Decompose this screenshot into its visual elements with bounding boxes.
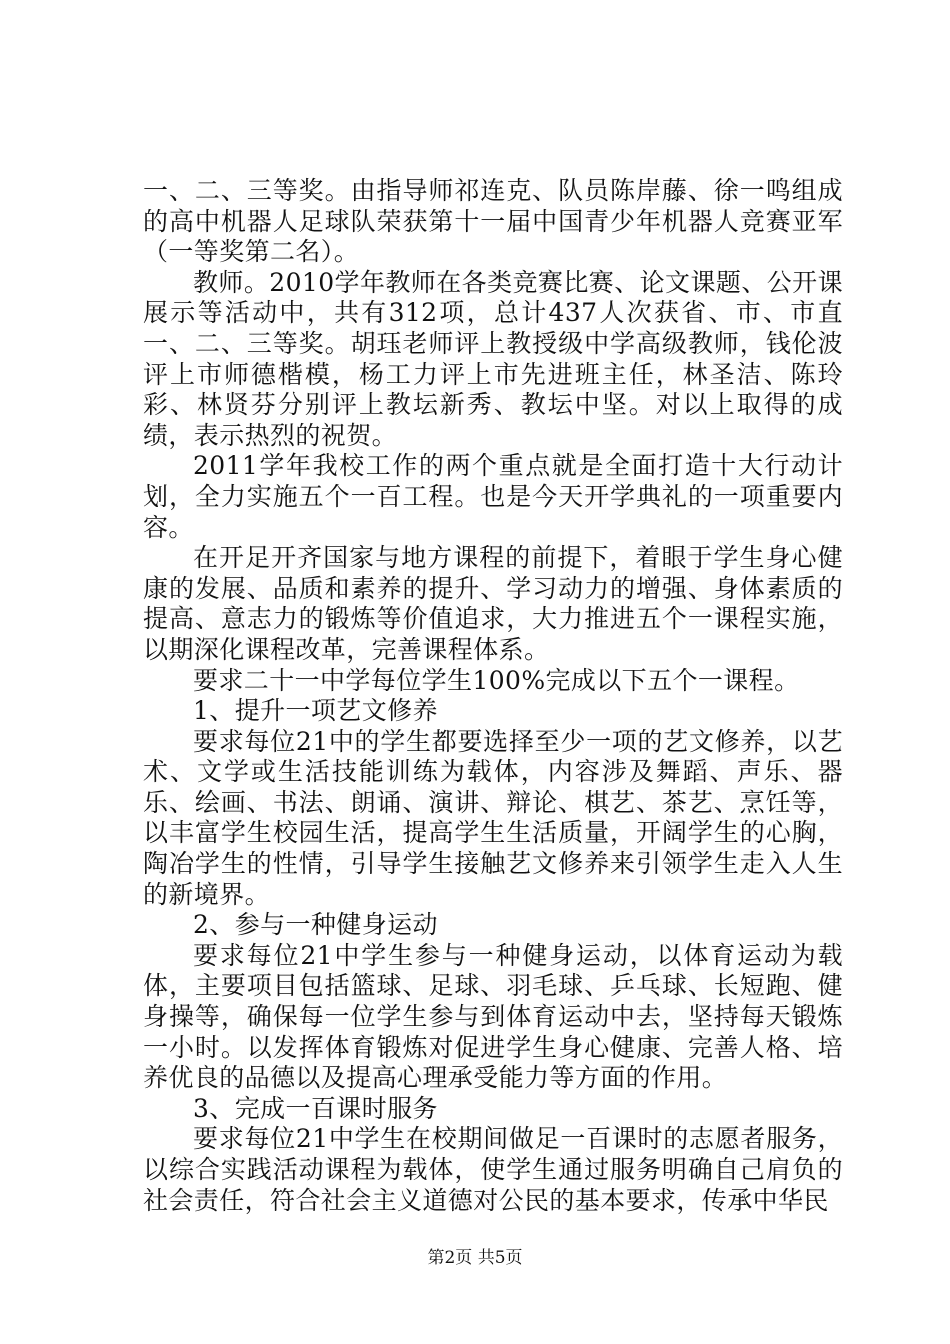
heading-arts: 1、提升一项艺文修养 — [193, 696, 438, 726]
paragraph-teachers: 教师。2010学年教师在各类竞赛比赛、论文课题、公开课展示等活动中，共有312项，总计437人次获省、市、市直一、二、三等奖。胡珏老师评上教授级中学高级教师，钱伦波评上市师德楷模，杨工力评上市先进班主任，林圣洁、陈玲彩、林贤芬分别评上教坛新秀、教坛中坚。对以上取得的成绩，表示热烈的祝贺。 — [143, 267, 843, 450]
paragraph-service: 要求每位21中学生在校期间做足一百课时的志愿者服务，以综合实践活动课程为载体，使学生通过服务明确自己肩负的社会责任，符合社会主义道德对公民的基本要求，传承中华民 — [143, 1124, 843, 1215]
document-body — [143, 176, 843, 1216]
paragraph-awards-continued: 一、二、三等奖。由指导师祁连克、队员陈岸藤、徐一鸣组成的高中机器人足球队荣获第十一届中国青少年机器人竞赛亚军（一等奖第二名）。 — [143, 176, 843, 267]
paragraph-requirement: 要求二十一中学每位学生100%完成以下五个一课程。 — [193, 665, 800, 695]
heading-sports: 2、参与一种健身运动 — [193, 910, 438, 940]
page-footer: 第2页 共5页 — [427, 1248, 523, 1268]
paragraph-curriculum: 在开足开齐国家与地方课程的前提下，着眼于学生身心健康的发展、品质和素养的提升、学习动力的增强、身体素质的提高、意志力的锻炼等价值追求，大力推进五个一课程实施，以期深化课程改革，完善课程体系。 — [143, 543, 843, 664]
heading-service: 3、完成一百课时服务 — [193, 1093, 438, 1123]
paragraph-sports: 要求每位21中学生参与一种健身运动，以体育运动为载体，主要项目包括篮球、足球、羽毛球、乒乓球、长短跑、健身操等，确保每一位学生参与到体育运动中去，坚持每天锻炼一小时。以发挥体育锻炼对促进学生身心健康、完善人格、培养优良的品德以及提高心理承受能力等方面的作用。 — [143, 940, 843, 1093]
paragraph-2011-focus: 2011学年我校工作的两个重点就是全面打造十大行动计划，全力实施五个一百工程。也是今天开学典礼的一项重要内容。 — [143, 451, 843, 542]
paragraph-arts: 要求每位21中的学生都要选择至少一项的艺文修养，以艺术、文学或生活技能训练为载体，内容涉及舞蹈、声乐、器乐、绘画、书法、朗诵、演讲、辩论、棋艺、茶艺、烹饪等，以丰富学生校园生活，提高学生生活质量，开阔学生的心胸，陶冶学生的性情，引导学生接触艺文修养来引领学生走入人生的新境界。 — [143, 726, 843, 909]
